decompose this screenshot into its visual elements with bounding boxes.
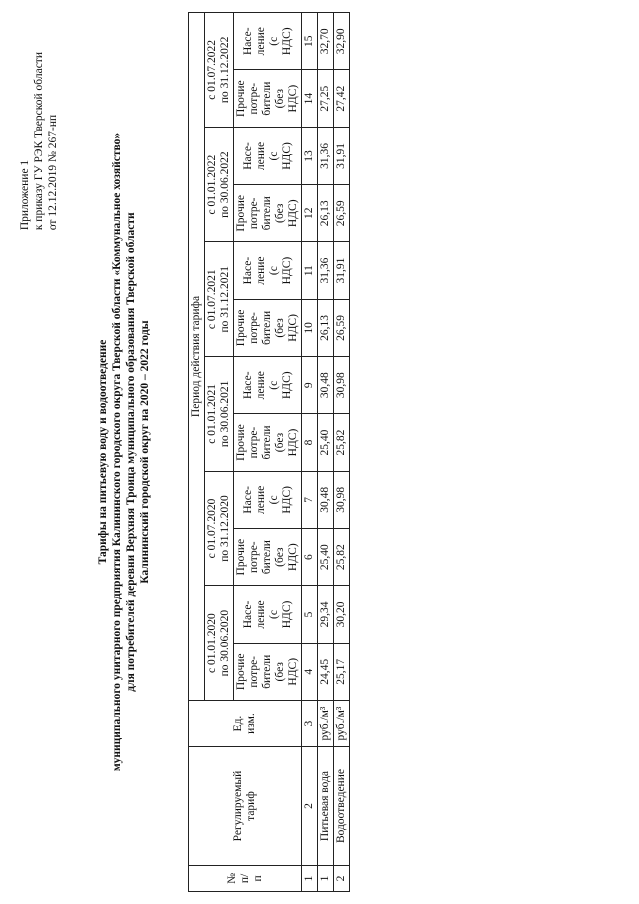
title-line: муниципального унитарного предприятия Калининского городского округа Тверской области «Коммунальное хозяйство»: [111, 132, 123, 772]
header-period-range: с 01.07.2022 по 31.12.2022: [205, 13, 234, 128]
header-period-range: с 01.07.2020 по 31.12.2020: [205, 471, 234, 586]
header-unit: Ед. изм.: [189, 700, 302, 746]
tariff-value: 25,82: [334, 529, 350, 586]
column-index: 12: [302, 185, 318, 242]
column-index: 5: [302, 586, 318, 643]
tariff-value: 25,40: [318, 529, 334, 586]
tariff-value: 30,98: [334, 357, 350, 414]
tariff-value: 31,91: [334, 242, 350, 299]
column-index: 11: [302, 242, 318, 299]
tariff-value: 30,48: [318, 357, 334, 414]
tariff-value: 27,25: [318, 70, 334, 127]
column-index: 2: [302, 747, 318, 866]
row-unit: руб./м³: [334, 700, 350, 746]
tariff-value: 24,45: [318, 643, 334, 700]
header-population: Насе- ление (с НДС): [234, 586, 302, 643]
header-population: Насе- ление (с НДС): [234, 242, 302, 299]
appendix-note: [18, 52, 60, 230]
column-index: 14: [302, 70, 318, 127]
header-period: Период действия тарифа: [189, 13, 205, 701]
tariff-value: 32,70: [318, 13, 334, 71]
row-tariff-name: Питьевая вода: [318, 747, 334, 866]
appendix-line: Приложение 1: [19, 159, 31, 231]
table-row: [318, 13, 334, 892]
column-index: 15: [302, 13, 318, 71]
column-index: 10: [302, 299, 318, 356]
tariff-value: 30,48: [318, 471, 334, 528]
appendix-line: от 12.12.2019 № 267-нп: [47, 114, 59, 231]
header-period-range: с 01.07.2021 по 31.12.2021: [205, 242, 234, 357]
document-title: [96, 60, 152, 844]
row-tariff-name: Водоотведение: [334, 747, 350, 866]
title-line: Калининский городской округ на 2020 – 2022 годы: [139, 320, 151, 584]
column-index: 7: [302, 471, 318, 528]
header-population: Насе- ление (с НДС): [234, 471, 302, 528]
tariff-value: 31,36: [318, 127, 334, 184]
appendix-line: к приказу ГУ РЭК Тверской области: [33, 52, 45, 231]
header-other-consumers: Прочие потре- бители (без НДС): [234, 643, 302, 700]
header-population: Насе- ление (с НДС): [234, 13, 302, 71]
header-other-consumers: Прочие потре- бители (без НДС): [234, 299, 302, 356]
tariff-value: 25,17: [334, 643, 350, 700]
header-other-consumers: Прочие потре- бители (без НДС): [234, 529, 302, 586]
column-index: 4: [302, 643, 318, 700]
row-num: 1: [318, 865, 334, 891]
tariff-value: 31,36: [318, 242, 334, 299]
header-population: Насе- ление (с НДС): [234, 357, 302, 414]
header-tariff: Регулируемый тариф: [189, 747, 302, 866]
header-population: Насе- ление (с НДС): [234, 127, 302, 184]
tariff-value: 32,90: [334, 13, 350, 71]
header-other-consumers: Прочие потре- бители (без НДС): [234, 414, 302, 471]
header-period-range: с 01.01.2020 по 30.06.2020: [205, 586, 234, 701]
title-line: Тарифы на питьевую воду и водоотведение: [97, 339, 109, 565]
row-num: 2: [334, 865, 350, 891]
tariff-value: 26,13: [318, 299, 334, 356]
tariff-value: 25,40: [318, 414, 334, 471]
tariff-value: 26,59: [334, 185, 350, 242]
column-index: 1: [302, 865, 318, 891]
header-other-consumers: Прочие потре- бители (без НДС): [234, 185, 302, 242]
tariff-value: 26,59: [334, 299, 350, 356]
header-num: № п/ п: [189, 865, 302, 891]
column-index: 13: [302, 127, 318, 184]
header-period-range: с 01.01.2022 по 30.06.2022: [205, 127, 234, 242]
tariff-value: 31,91: [334, 127, 350, 184]
tariff-value: 29,34: [318, 586, 334, 643]
header-period-range: с 01.01.2021 по 30.06.2021: [205, 357, 234, 472]
title-line: для потребителей деревни Верхняя Троица муниципального образования Тверской области: [125, 212, 137, 692]
column-index: 8: [302, 414, 318, 471]
table-row: [334, 13, 350, 892]
tariff-table: [188, 12, 350, 892]
tariff-value: 30,20: [334, 586, 350, 643]
header-other-consumers: Прочие потре- бители (без НДС): [234, 70, 302, 127]
tariff-value: 26,13: [318, 185, 334, 242]
column-index: 9: [302, 357, 318, 414]
column-index: 6: [302, 529, 318, 586]
tariff-value: 25,82: [334, 414, 350, 471]
tariff-value: 30,98: [334, 471, 350, 528]
tariff-value: 27,42: [334, 70, 350, 127]
column-index: 3: [302, 700, 318, 746]
row-unit: руб./м³: [318, 700, 334, 746]
